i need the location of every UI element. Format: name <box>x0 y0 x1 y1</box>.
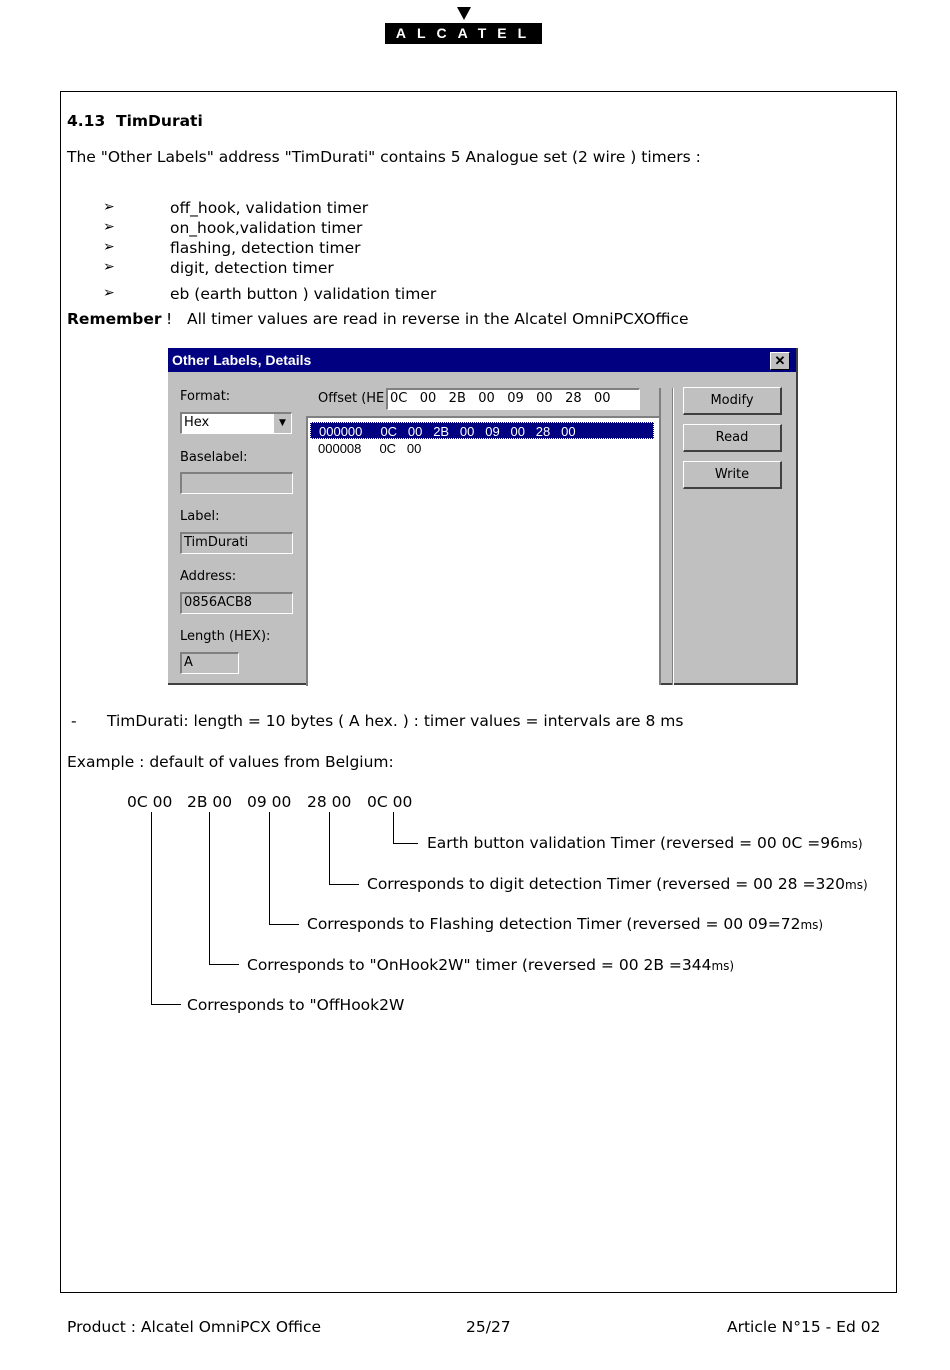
connector-line <box>269 924 299 925</box>
read-button[interactable]: Read <box>683 424 782 452</box>
baselabel-field[interactable] <box>180 472 293 494</box>
example-heading: Example : default of values from Belgium: <box>67 753 394 771</box>
annotation-text: Corresponds to digit detection Timer (reversed = 00 28 =320 <box>367 875 846 893</box>
vertical-divider-highlight <box>673 388 674 685</box>
hex-value: 28 00 <box>307 793 352 811</box>
length-label: Length (HEX): <box>180 629 271 644</box>
footer-product: Product : Alcatel OmniPCX Office <box>67 1318 322 1336</box>
connector-line <box>151 1004 181 1005</box>
alcatel-logo <box>385 23 542 44</box>
hex-value: 0C 00 <box>127 793 173 811</box>
bullet-icon: ➢ <box>103 219 115 235</box>
connector-line <box>269 812 270 924</box>
annotation-text: Corresponds to "OffHook2W <box>187 996 405 1014</box>
bullet-icon: ➢ <box>103 285 115 301</box>
annotation-unit: ms) <box>711 959 735 973</box>
annotation-offhook <box>187 996 404 1015</box>
remember-punct: ! <box>166 310 173 328</box>
bullet-icon: ➢ <box>103 259 115 275</box>
footer-article: Article N°15 - Ed 02 <box>727 1318 881 1336</box>
remember-label: Remember <box>67 310 162 328</box>
annotation-text: Earth button validation Timer (reversed = 00 0C =96 <box>427 834 840 852</box>
annotation-onhook <box>247 956 734 975</box>
connector-line <box>151 812 152 1004</box>
annotation-digit <box>367 875 868 894</box>
annotation-unit: ms) <box>800 918 824 932</box>
bullet-item: digit, detection timer <box>170 259 334 277</box>
vertical-divider <box>659 388 661 685</box>
section-number: 4.13 <box>67 112 106 130</box>
dialog-title-bar <box>168 348 796 372</box>
logo-text: ALCATEL <box>395 25 538 41</box>
write-button[interactable]: Write <box>683 461 782 489</box>
label-field[interactable]: TimDurati <box>180 532 293 554</box>
address-label: Address: <box>180 569 237 584</box>
format-label: Format: <box>180 389 231 404</box>
hex-data-list[interactable] <box>306 416 660 686</box>
close-icon[interactable]: ✕ <box>770 352 790 370</box>
bullet-item: off_hook, validation timer <box>170 199 369 217</box>
bullet-item: flashing, detection timer <box>170 239 361 257</box>
baselabel-label: Baselabel: <box>180 450 248 465</box>
annotation-flashing <box>307 915 823 934</box>
connector-line <box>209 812 210 964</box>
format-select[interactable] <box>180 412 292 434</box>
chevron-down-icon[interactable]: ▼ <box>273 414 291 433</box>
length-description: TimDurati: length = 10 bytes ( A hex. ) : timer values = intervals are 8 ms <box>107 712 684 730</box>
dialog-title: Other Labels, Details <box>172 352 312 368</box>
format-select-value: Hex <box>184 415 210 430</box>
bullet-icon: ➢ <box>103 239 115 255</box>
hex-value: 2B 00 <box>187 793 233 811</box>
remember-text: All timer values are read in reverse in the Alcatel OmniPCXOffice <box>187 310 689 328</box>
connector-line <box>393 843 418 844</box>
bullet-item: eb (earth button ) validation timer <box>170 285 437 303</box>
section-title: TimDurati <box>116 112 203 130</box>
address-field[interactable]: 0856ACB8 <box>180 592 293 614</box>
label-label: Label: <box>180 509 220 524</box>
footer-page-number: 25/27 <box>466 1318 511 1336</box>
offset-label: Offset (HE <box>318 391 385 406</box>
list-item[interactable]: 000008 0C 00 <box>318 441 422 456</box>
bullet-item: on_hook,validation timer <box>170 219 363 237</box>
annotation-earth-button <box>427 834 863 853</box>
dash-marker: - <box>71 712 77 730</box>
bullet-icon: ➢ <box>103 199 115 215</box>
logo-triangle <box>457 7 471 20</box>
modify-button[interactable]: Modify <box>683 387 782 415</box>
connector-line <box>393 812 394 843</box>
connector-line <box>329 812 330 884</box>
hex-value: 09 00 <box>247 793 292 811</box>
intro-text: The "Other Labels" address "TimDurati" contains 5 Analogue set (2 wire ) timers : <box>67 148 701 166</box>
hex-value: 0C 00 <box>367 793 413 811</box>
connector-line <box>329 884 359 885</box>
annotation-text: Corresponds to "OnHook2W" timer (reversed = 00 2B =344 <box>247 956 712 974</box>
annotation-text: Corresponds to Flashing detection Timer (reversed = 00 09=72 <box>307 915 801 933</box>
offset-input[interactable]: 0C 00 2B 00 09 00 28 00 <box>386 388 640 410</box>
annotation-unit: ms) <box>839 837 863 851</box>
connector-line <box>209 964 239 965</box>
annotation-unit: ms) <box>845 878 868 892</box>
length-field[interactable]: A <box>180 652 239 674</box>
list-item[interactable]: 000000 0C 00 2B 00 09 00 28 00 <box>310 422 654 439</box>
